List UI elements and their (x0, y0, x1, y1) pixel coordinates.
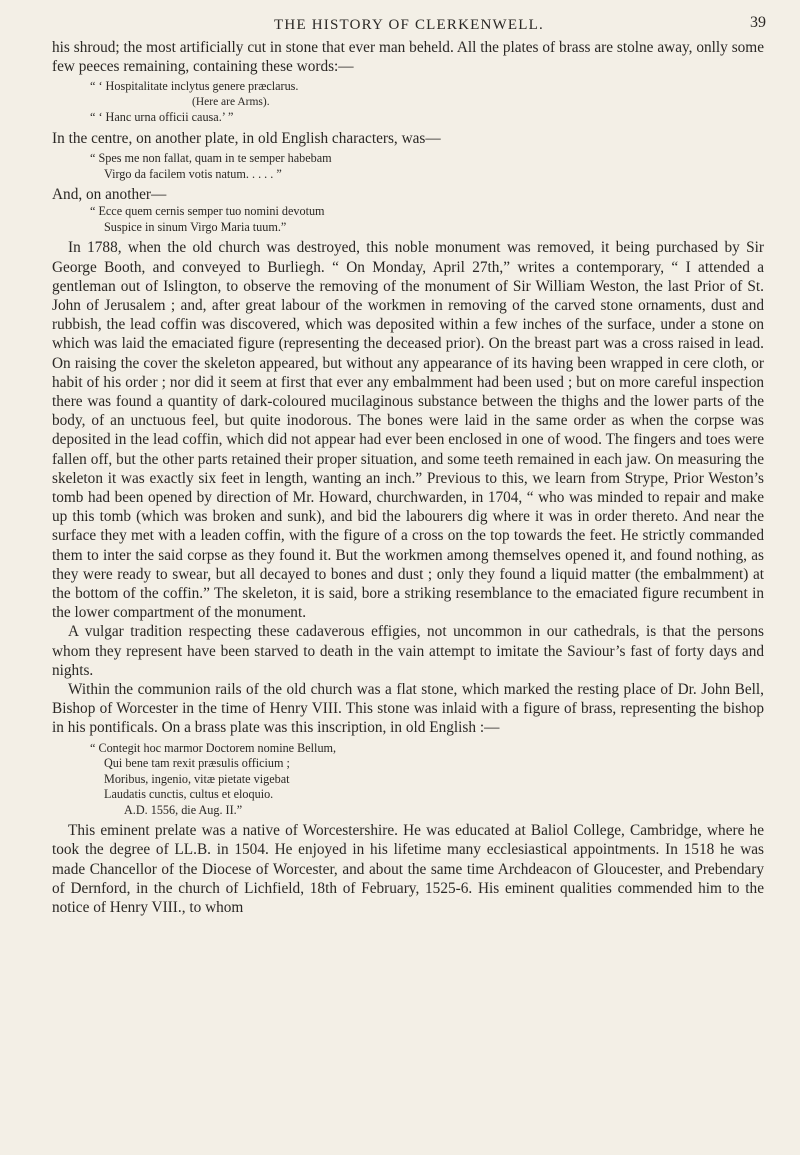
quote-3-line-1: “ Ecce quem cernis semper tuo nomini devotum (90, 204, 325, 219)
running-head (52, 14, 766, 36)
quote-1-line-1: “ ‘ Hospitalitate inclytus genere præclarus. (90, 79, 299, 94)
quote-4-line-1: “ Contegit hoc marmor Doctorem nomine Bellum, (90, 740, 337, 755)
paragraph-4: In 1788, when the old church was destroyed, this noble monument was removed, it being purchased by Sir George Booth, and conveyed to Burliegh. “ On Monday, April 27th,” writes a contemporary, “ I attended a gentleman out of Islington, to observe the removing of the monument of Sir William Weston, the last Prior of St. John of Jerusalem ; and, after great labour of the workmen in removing of the carved stone ornaments, dust and rubbish, the lead coffin was discovered, which was deposited within a few inches of the surface, under a stone on which was laid the emaciated figure (representing the deceased prior). On the breast part was a cross raised in lead. On raising the cover the skeleton appeared, but without any appearance of its having been wrapped in cere cloth, or habit of his order ; nor did it seem at first that ever any embalmment had been used ; but on more careful inspection there was found a quantity of dark-coloured mucilaginous substance between the thighs and the lower parts of the body, of an unctuous feel, but quite inodorous. The bones were laid in the same order as when the corpse was deposited in the lead coffin, which did not appear had ever been enclosed in one of wood. The fingers and toes were fallen off, but the other parts retained their proper situation, and some teeth remained in each jaw. On measuring the skeleton it was exactly six feet in length, wanting an inch.” Previous to this, we learn from Strype, Prior Weston’s tomb had been opened by direction of Mr. Howard, churchwarden, in 1704, “ who was minded to repair and make up this tomb (which was broken and sunk), and bid the labourers dig where it was in order thereto. And near the surface they met with a leaden coffin, with the figure of a cross on the top towards the feet. He strictly commanded them to inter the said corpse as they found it. But the workmen among themselves opened it, and found nothing, as they were ready to swear, but all decayed to bones and dust ; only they found a liquid matter (the embalmment) at the bottom of the coffin.” The skeleton, it is said, bore a striking resemblance to the emaciated figure recumbent in the lower compartment of the monument. (52, 239, 764, 622)
quote-3-line-2: Suspice in sinum Virgo Maria tuum.” (104, 219, 287, 234)
paragraph-5: A vulgar tradition respecting these cadaverous effigies, not uncommon in our cathedrals, is that the persons whom they represent have been starved to death in the vain attempt to imitate the Saviour’s fast of forty days and nights. (52, 623, 764, 679)
quote-2-line-2: Virgo da facilem votis natum. . . . . ” (104, 166, 282, 181)
paragraph-6: Within the communion rails of the old church was a flat stone, which marked the resting place of Dr. John Bell, Bishop of Worcester in the time of Henry VIII. This stone was inlaid with a figure of brass, representing the bishop in his pontificals. On a brass plate was this inscription, in old English :— (52, 680, 764, 737)
quote-4-line-2: Qui bene tam rexit præsulis officium ; (104, 756, 290, 771)
page-body (52, 38, 764, 917)
paragraph-7: This eminent prelate was a native of Worcestershire. He was educated at Baliol College, Cambridge, where he took the degree of LL.B. in 1504. He enjoyed in his lifetime many ecclesiastical appointments. In 1518 he was made Chancellor of the Diocese of Worcester, and about the same time Archdeacon of Gloucester, and Prebendary of Dernford, in the church of Lichfield, 18th of February, 1525-6. His eminent qualities commended him to the notice of Henry VIII., to whom (52, 822, 764, 916)
running-title: THE HISTORY OF CLERKENWELL. (274, 17, 544, 33)
quote-2-line-1: “ Spes me non fallat, quam in te semper habebam (90, 151, 332, 166)
paragraph-1: his shroud; the most artificially cut in stone that ever man beheld. All the plates of brass are stolne away, onlly some few peeces remaining, containing these words:— (52, 39, 764, 76)
quote-4-line-3: Moribus, ingenio, vitæ pietate vigebat (104, 771, 290, 786)
quote-4-line-5: A.D. 1556, die Aug. II.” (124, 802, 243, 817)
paragraph-3: And, on another— (52, 186, 167, 204)
paragraph-2: In the centre, on another plate, in old English characters, was— (52, 129, 441, 147)
quote-4-line-4: Laudatis cunctis, cultus et eloquio. (104, 787, 274, 802)
quote-1-line-3: “ ‘ Hanc urna officii causa.’ ” (90, 110, 234, 125)
page-number: 39 (750, 14, 766, 31)
quote-1-line-2: (Here are Arms). (192, 95, 270, 108)
